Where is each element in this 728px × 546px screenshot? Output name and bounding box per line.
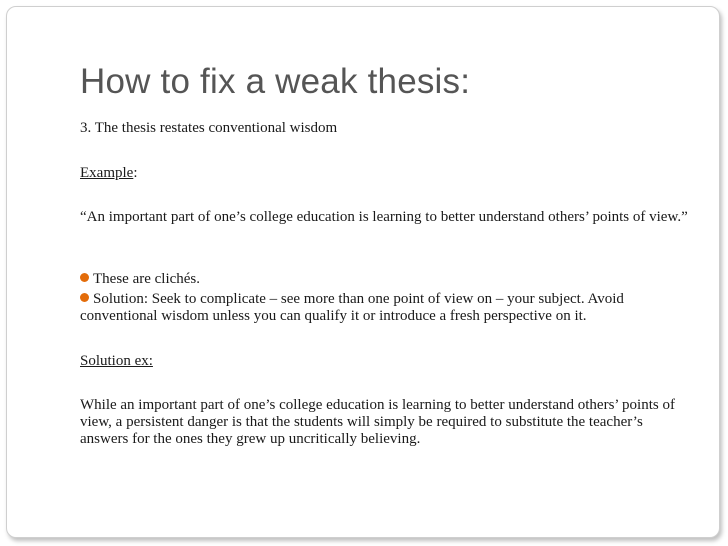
example-quote: “An important part of one’s college education is learning to better understand others’ points of view.”	[80, 209, 688, 225]
point-heading: 3. The thesis restates conventional wisdom	[80, 120, 338, 136]
bullet-text: These are clichés.	[93, 271, 201, 287]
solution-label: Solution ex:	[80, 353, 153, 369]
solution-text: While an important part of one’s college education is learning to better understand others’ points of view, a persistent danger is that the students will simply be required to substitute the teacher’s answers for the ones they grew up uncritically believing.	[80, 397, 675, 447]
bullet-icon	[80, 293, 89, 302]
bullet-item	[80, 271, 690, 288]
bullet-icon	[80, 273, 89, 282]
slide-body	[80, 120, 690, 448]
example-label: Example	[80, 165, 134, 181]
solution-label-line	[80, 353, 690, 370]
bullet-text: Solution: Seek to complicate – see more than one point of view on – your subject. Avoid conventional wisdom unless you can qualify it or introduce a fresh perspective on it.	[80, 291, 624, 324]
example-colon: :	[133, 165, 138, 181]
example-label-line	[80, 165, 690, 182]
bullet-item	[80, 291, 690, 325]
slide-title: How to fix a weak thesis:	[80, 62, 471, 101]
